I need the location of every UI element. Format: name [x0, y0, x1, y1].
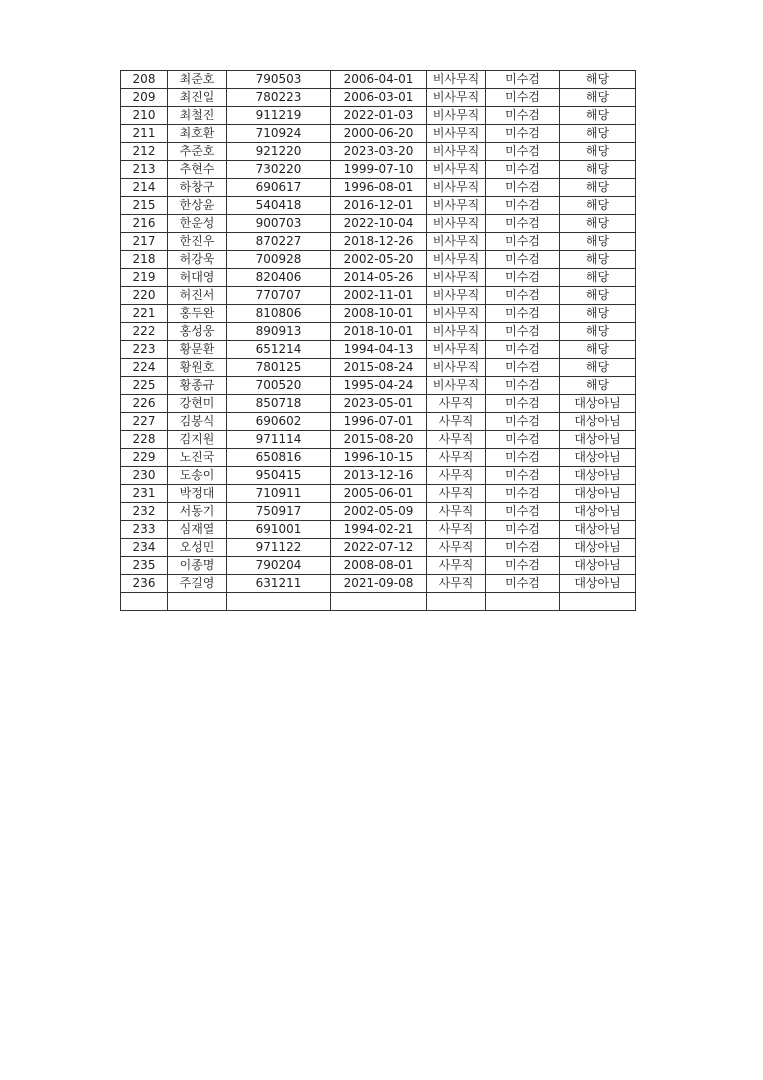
- row-number-cell: 223: [121, 341, 168, 359]
- job-type-cell: [427, 593, 486, 611]
- table-row: [121, 323, 636, 341]
- table-row: [121, 161, 636, 179]
- name-cell: 서동기: [168, 503, 227, 521]
- row-number-cell: 217: [121, 233, 168, 251]
- hire-date-cell: 1994-04-13: [331, 341, 427, 359]
- table-row: [121, 71, 636, 89]
- exam-status-cell: 미수검: [486, 503, 560, 521]
- job-type-cell: 사무직: [427, 431, 486, 449]
- exam-status-cell: 미수검: [486, 287, 560, 305]
- hire-date-cell: 2023-03-20: [331, 143, 427, 161]
- job-type-cell: 비사무직: [427, 215, 486, 233]
- row-number-cell: 224: [121, 359, 168, 377]
- job-type-cell: 사무직: [427, 467, 486, 485]
- name-cell: 허진서: [168, 287, 227, 305]
- exam-status-cell: 미수검: [486, 179, 560, 197]
- birth-code-cell: 890913: [227, 323, 331, 341]
- name-cell: 최진일: [168, 89, 227, 107]
- exam-status-cell: 미수검: [486, 125, 560, 143]
- birth-code-cell: 780125: [227, 359, 331, 377]
- job-type-cell: 사무직: [427, 485, 486, 503]
- hire-date-cell: 2022-07-12: [331, 539, 427, 557]
- hire-date-cell: 2022-01-03: [331, 107, 427, 125]
- exam-status-cell: 미수검: [486, 215, 560, 233]
- row-number-cell: 220: [121, 287, 168, 305]
- job-type-cell: 사무직: [427, 449, 486, 467]
- hire-date-cell: 1996-08-01: [331, 179, 427, 197]
- exam-status-cell: 미수검: [486, 251, 560, 269]
- job-type-cell: 비사무직: [427, 359, 486, 377]
- eligibility-cell: 해당: [560, 215, 636, 233]
- row-number-cell: 219: [121, 269, 168, 287]
- job-type-cell: 비사무직: [427, 125, 486, 143]
- row-number-cell: 226: [121, 395, 168, 413]
- table-row: [121, 125, 636, 143]
- eligibility-cell: 해당: [560, 269, 636, 287]
- eligibility-cell: 대상아님: [560, 521, 636, 539]
- birth-code-cell: [227, 593, 331, 611]
- birth-code-cell: 790503: [227, 71, 331, 89]
- exam-status-cell: 미수검: [486, 341, 560, 359]
- exam-status-cell: 미수검: [486, 431, 560, 449]
- job-type-cell: 사무직: [427, 521, 486, 539]
- row-number-cell: 234: [121, 539, 168, 557]
- name-cell: 김봉식: [168, 413, 227, 431]
- exam-status-cell: 미수검: [486, 71, 560, 89]
- table-row: [121, 467, 636, 485]
- name-cell: 도송이: [168, 467, 227, 485]
- name-cell: 최호환: [168, 125, 227, 143]
- name-cell: 주길영: [168, 575, 227, 593]
- row-number-cell: 222: [121, 323, 168, 341]
- table-row: [121, 341, 636, 359]
- name-cell: 황원호: [168, 359, 227, 377]
- hire-date-cell: [331, 593, 427, 611]
- row-number-cell: [121, 593, 168, 611]
- table-row: [121, 431, 636, 449]
- row-number-cell: 225: [121, 377, 168, 395]
- job-type-cell: 비사무직: [427, 161, 486, 179]
- exam-status-cell: 미수검: [486, 449, 560, 467]
- job-type-cell: 비사무직: [427, 269, 486, 287]
- hire-date-cell: 2015-08-20: [331, 431, 427, 449]
- name-cell: 심재열: [168, 521, 227, 539]
- hire-date-cell: 1996-07-01: [331, 413, 427, 431]
- birth-code-cell: 911219: [227, 107, 331, 125]
- table-row: [121, 557, 636, 575]
- birth-code-cell: 690602: [227, 413, 331, 431]
- name-cell: 노진국: [168, 449, 227, 467]
- exam-status-cell: 미수검: [486, 107, 560, 125]
- eligibility-cell: 해당: [560, 71, 636, 89]
- job-type-cell: 비사무직: [427, 197, 486, 215]
- birth-code-cell: 971122: [227, 539, 331, 557]
- name-cell: 한진우: [168, 233, 227, 251]
- table-row: [121, 359, 636, 377]
- table-row: [121, 233, 636, 251]
- eligibility-cell: 대상아님: [560, 503, 636, 521]
- eligibility-cell: 대상아님: [560, 557, 636, 575]
- table-row: [121, 449, 636, 467]
- job-type-cell: 사무직: [427, 575, 486, 593]
- exam-status-cell: 미수검: [486, 521, 560, 539]
- row-number-cell: 236: [121, 575, 168, 593]
- birth-code-cell: 780223: [227, 89, 331, 107]
- exam-status-cell: [486, 593, 560, 611]
- job-type-cell: 비사무직: [427, 143, 486, 161]
- birth-code-cell: 750917: [227, 503, 331, 521]
- name-cell: [168, 593, 227, 611]
- job-type-cell: 사무직: [427, 557, 486, 575]
- name-cell: 김지원: [168, 431, 227, 449]
- row-number-cell: 233: [121, 521, 168, 539]
- birth-code-cell: 540418: [227, 197, 331, 215]
- table-row: [121, 521, 636, 539]
- hire-date-cell: 2014-05-26: [331, 269, 427, 287]
- birth-code-cell: 770707: [227, 287, 331, 305]
- hire-date-cell: 2000-06-20: [331, 125, 427, 143]
- row-number-cell: 218: [121, 251, 168, 269]
- eligibility-cell: 해당: [560, 107, 636, 125]
- hire-date-cell: 2005-06-01: [331, 485, 427, 503]
- eligibility-cell: 해당: [560, 287, 636, 305]
- hire-date-cell: 2016-12-01: [331, 197, 427, 215]
- exam-status-cell: 미수검: [486, 485, 560, 503]
- job-type-cell: 사무직: [427, 539, 486, 557]
- eligibility-cell: 대상아님: [560, 449, 636, 467]
- table-row: [121, 197, 636, 215]
- hire-date-cell: 2006-04-01: [331, 71, 427, 89]
- name-cell: 추현수: [168, 161, 227, 179]
- birth-code-cell: 850718: [227, 395, 331, 413]
- exam-status-cell: 미수검: [486, 575, 560, 593]
- birth-code-cell: 950415: [227, 467, 331, 485]
- eligibility-cell: 해당: [560, 233, 636, 251]
- name-cell: 이종명: [168, 557, 227, 575]
- row-number-cell: 230: [121, 467, 168, 485]
- job-type-cell: 사무직: [427, 503, 486, 521]
- hire-date-cell: 2018-10-01: [331, 323, 427, 341]
- hire-date-cell: 1994-02-21: [331, 521, 427, 539]
- row-number-cell: 221: [121, 305, 168, 323]
- hire-date-cell: 1995-04-24: [331, 377, 427, 395]
- table-row: [121, 179, 636, 197]
- name-cell: 홍성웅: [168, 323, 227, 341]
- row-number-cell: 211: [121, 125, 168, 143]
- eligibility-cell: 해당: [560, 143, 636, 161]
- eligibility-cell: 대상아님: [560, 575, 636, 593]
- hire-date-cell: 2002-05-20: [331, 251, 427, 269]
- table-row: [121, 395, 636, 413]
- eligibility-cell: 대상아님: [560, 431, 636, 449]
- table-row: [121, 269, 636, 287]
- row-number-cell: 213: [121, 161, 168, 179]
- exam-status-cell: 미수검: [486, 143, 560, 161]
- exam-status-cell: 미수검: [486, 197, 560, 215]
- birth-code-cell: 710924: [227, 125, 331, 143]
- hire-date-cell: 1999-07-10: [331, 161, 427, 179]
- table-row: [121, 215, 636, 233]
- exam-status-cell: 미수검: [486, 323, 560, 341]
- eligibility-cell: 해당: [560, 251, 636, 269]
- hire-date-cell: 2008-08-01: [331, 557, 427, 575]
- eligibility-cell: 대상아님: [560, 467, 636, 485]
- row-number-cell: 209: [121, 89, 168, 107]
- hire-date-cell: 2002-11-01: [331, 287, 427, 305]
- name-cell: 황종규: [168, 377, 227, 395]
- name-cell: 추준호: [168, 143, 227, 161]
- eligibility-cell: 해당: [560, 161, 636, 179]
- exam-status-cell: 미수검: [486, 557, 560, 575]
- exam-status-cell: 미수검: [486, 269, 560, 287]
- row-number-cell: 229: [121, 449, 168, 467]
- job-type-cell: 사무직: [427, 395, 486, 413]
- exam-status-cell: 미수검: [486, 377, 560, 395]
- job-type-cell: 비사무직: [427, 323, 486, 341]
- name-cell: 허대영: [168, 269, 227, 287]
- hire-date-cell: 2006-03-01: [331, 89, 427, 107]
- birth-code-cell: 700928: [227, 251, 331, 269]
- hire-date-cell: 1996-10-15: [331, 449, 427, 467]
- hire-date-cell: 2015-08-24: [331, 359, 427, 377]
- eligibility-cell: [560, 593, 636, 611]
- table-row: [121, 107, 636, 125]
- birth-code-cell: 900703: [227, 215, 331, 233]
- birth-code-cell: 691001: [227, 521, 331, 539]
- job-type-cell: 비사무직: [427, 287, 486, 305]
- name-cell: 한상윤: [168, 197, 227, 215]
- hire-date-cell: 2018-12-26: [331, 233, 427, 251]
- job-type-cell: 비사무직: [427, 89, 486, 107]
- name-cell: 황문환: [168, 341, 227, 359]
- row-number-cell: 216: [121, 215, 168, 233]
- eligibility-cell: 대상아님: [560, 395, 636, 413]
- birth-code-cell: 730220: [227, 161, 331, 179]
- eligibility-cell: 대상아님: [560, 413, 636, 431]
- table-row: [121, 503, 636, 521]
- table-row: [121, 485, 636, 503]
- job-type-cell: 비사무직: [427, 179, 486, 197]
- birth-code-cell: 820406: [227, 269, 331, 287]
- row-number-cell: 208: [121, 71, 168, 89]
- table-row: [121, 251, 636, 269]
- row-number-cell: 232: [121, 503, 168, 521]
- row-number-cell: 227: [121, 413, 168, 431]
- exam-status-cell: 미수검: [486, 359, 560, 377]
- row-number-cell: 215: [121, 197, 168, 215]
- row-number-cell: 228: [121, 431, 168, 449]
- table-row: [121, 89, 636, 107]
- roster-table-body: [121, 71, 636, 611]
- birth-code-cell: 650816: [227, 449, 331, 467]
- exam-status-cell: 미수검: [486, 539, 560, 557]
- row-number-cell: 214: [121, 179, 168, 197]
- name-cell: 한운성: [168, 215, 227, 233]
- job-type-cell: 비사무직: [427, 71, 486, 89]
- eligibility-cell: 대상아님: [560, 485, 636, 503]
- eligibility-cell: 해당: [560, 377, 636, 395]
- birth-code-cell: 710911: [227, 485, 331, 503]
- job-type-cell: 비사무직: [427, 341, 486, 359]
- birth-code-cell: 700520: [227, 377, 331, 395]
- name-cell: 하창구: [168, 179, 227, 197]
- name-cell: 오성민: [168, 539, 227, 557]
- job-type-cell: 비사무직: [427, 107, 486, 125]
- birth-code-cell: 921220: [227, 143, 331, 161]
- row-number-cell: 210: [121, 107, 168, 125]
- hire-date-cell: 2013-12-16: [331, 467, 427, 485]
- hire-date-cell: 2002-05-09: [331, 503, 427, 521]
- eligibility-cell: 해당: [560, 89, 636, 107]
- row-number-cell: 231: [121, 485, 168, 503]
- exam-status-cell: 미수검: [486, 305, 560, 323]
- eligibility-cell: 해당: [560, 179, 636, 197]
- table-row: [121, 539, 636, 557]
- eligibility-cell: 해당: [560, 125, 636, 143]
- birth-code-cell: 651214: [227, 341, 331, 359]
- eligibility-cell: 해당: [560, 341, 636, 359]
- birth-code-cell: 971114: [227, 431, 331, 449]
- table-row: [121, 305, 636, 323]
- eligibility-cell: 대상아님: [560, 539, 636, 557]
- hire-date-cell: 2023-05-01: [331, 395, 427, 413]
- name-cell: 강현미: [168, 395, 227, 413]
- row-number-cell: 212: [121, 143, 168, 161]
- job-type-cell: 사무직: [427, 413, 486, 431]
- job-type-cell: 비사무직: [427, 233, 486, 251]
- job-type-cell: 비사무직: [427, 251, 486, 269]
- hire-date-cell: 2022-10-04: [331, 215, 427, 233]
- eligibility-cell: 해당: [560, 197, 636, 215]
- table-row: [121, 143, 636, 161]
- eligibility-cell: 해당: [560, 359, 636, 377]
- table-row: [121, 593, 636, 611]
- birth-code-cell: 690617: [227, 179, 331, 197]
- table-row: [121, 377, 636, 395]
- job-type-cell: 비사무직: [427, 377, 486, 395]
- eligibility-cell: 해당: [560, 323, 636, 341]
- birth-code-cell: 810806: [227, 305, 331, 323]
- exam-status-cell: 미수검: [486, 413, 560, 431]
- birth-code-cell: 870227: [227, 233, 331, 251]
- table-row: [121, 287, 636, 305]
- exam-status-cell: 미수검: [486, 161, 560, 179]
- table-row: [121, 575, 636, 593]
- exam-status-cell: 미수검: [486, 233, 560, 251]
- name-cell: 최준호: [168, 71, 227, 89]
- name-cell: 홍두완: [168, 305, 227, 323]
- birth-code-cell: 790204: [227, 557, 331, 575]
- hire-date-cell: 2021-09-08: [331, 575, 427, 593]
- exam-status-cell: 미수검: [486, 467, 560, 485]
- exam-status-cell: 미수검: [486, 395, 560, 413]
- name-cell: 박정대: [168, 485, 227, 503]
- hire-date-cell: 2008-10-01: [331, 305, 427, 323]
- job-type-cell: 비사무직: [427, 305, 486, 323]
- roster-table: [120, 70, 636, 611]
- exam-status-cell: 미수검: [486, 89, 560, 107]
- name-cell: 최철진: [168, 107, 227, 125]
- table-row: [121, 413, 636, 431]
- row-number-cell: 235: [121, 557, 168, 575]
- name-cell: 허강욱: [168, 251, 227, 269]
- birth-code-cell: 631211: [227, 575, 331, 593]
- eligibility-cell: 해당: [560, 305, 636, 323]
